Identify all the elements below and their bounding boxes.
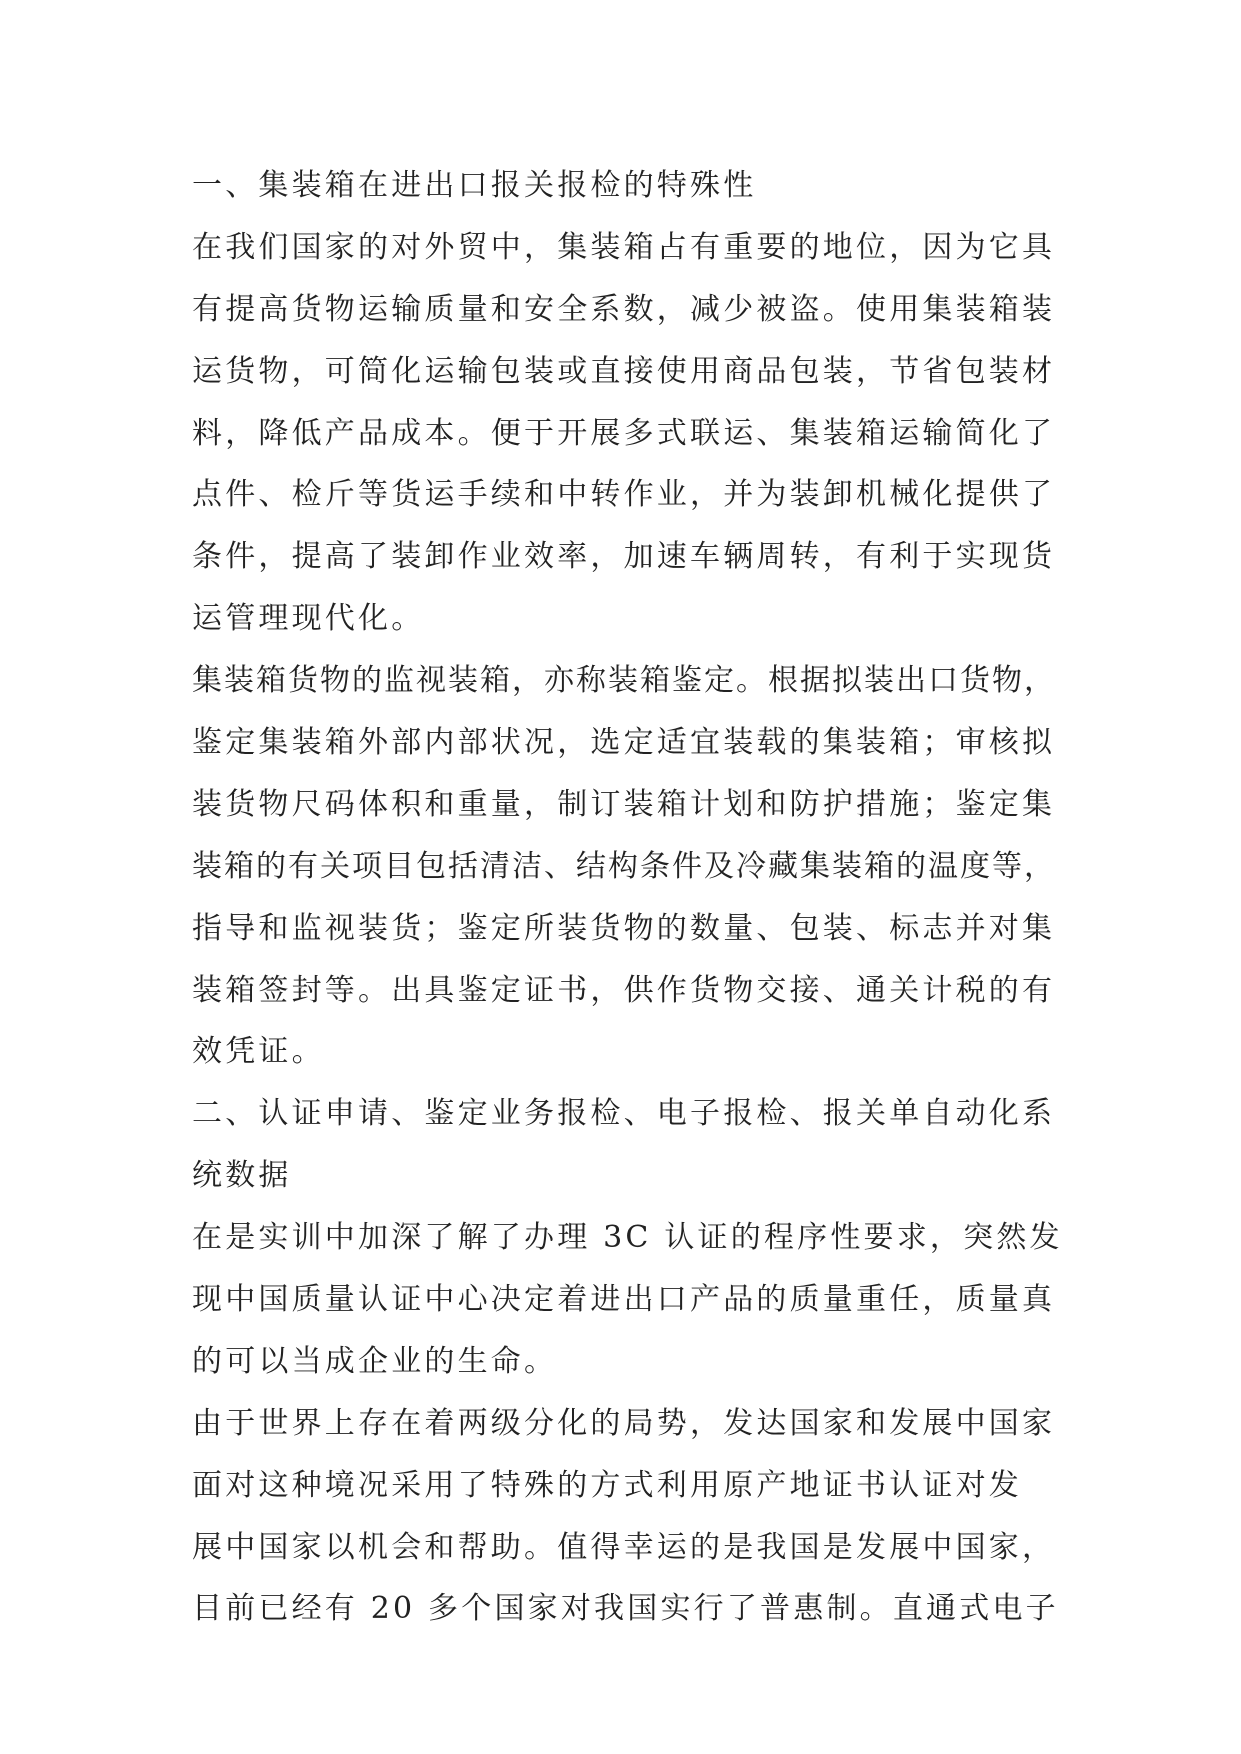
paragraph-line: 料，降低产品成本。便于开展多式联运、集装箱运输简化了 xyxy=(192,415,1056,451)
paragraph-line: 运管理现代化。 xyxy=(192,601,425,637)
paragraph-line: 集装箱货物的监视装箱，亦称装箱鉴定。根据拟装出口货物， xyxy=(192,663,1056,699)
paragraph-line: 由于世界上存在着两级分化的局势，发达国家和发展中国家 xyxy=(192,1405,1056,1441)
paragraph-line: 运货物，可简化运输包装或直接使用商品包装，节省包装材 xyxy=(192,353,1056,389)
paragraph-line: 效凭证。 xyxy=(192,1034,325,1070)
paragraph-line: 装箱的有关项目包括清洁、结构条件及冷藏集装箱的温度等， xyxy=(192,848,1056,884)
section-heading-1: 一、集装箱在进出口报关报检的特殊性 xyxy=(192,168,757,203)
paragraph-line: 鉴定集装箱外部内部状况，选定适宜装载的集装箱；审核拟 xyxy=(192,725,1056,761)
document-body xyxy=(192,155,1063,1640)
paragraph-line: 在我们国家的对外贸中，集装箱占有重要的地位，因为它具 xyxy=(192,229,1056,265)
paragraph-line: 面对这种境况采用了特殊的方式利用原产地证书认证对发 xyxy=(192,1467,1022,1503)
section-heading-2-cont: 统数据 xyxy=(192,1158,292,1194)
paragraph-line: 现中国质量认证中心决定着进出口产品的质量重任，质量真 xyxy=(192,1282,1056,1318)
paragraph-line: 指导和监视装货；鉴定所装货物的数量、包装、标志并对集 xyxy=(192,910,1056,946)
paragraph-line: 目前已经有 20 多个国家对我国实行了普惠制。直通式电子 xyxy=(192,1591,1059,1627)
paragraph-line: 展中国家以机会和帮助。值得幸运的是我国是发展中国家， xyxy=(192,1529,1056,1565)
paragraph-line: 条件，提高了装卸作业效率，加速车辆周转，有利于实现货 xyxy=(192,539,1056,575)
paragraph-line: 点件、检斤等货运手续和中转作业，并为装卸机械化提供了 xyxy=(192,477,1056,513)
paragraph-line: 装箱签封等。出具鉴定证书，供作货物交接、通关计税的有 xyxy=(192,972,1056,1008)
section-heading-2: 二、认证申请、鉴定业务报检、电子报检、报关单自动化系 xyxy=(192,1096,1056,1132)
paragraph-line: 的可以当成企业的生命。 xyxy=(192,1343,558,1379)
paragraph-line: 在是实训中加深了解了办理 3C 认证的程序性要求，突然发 xyxy=(192,1220,1063,1256)
paragraph-line: 有提高货物运输质量和安全系数，减少被盗。使用集装箱装 xyxy=(192,291,1056,327)
paragraph-line: 装货物尺码体积和重量，制订装箱计划和防护措施；鉴定集 xyxy=(192,786,1056,822)
